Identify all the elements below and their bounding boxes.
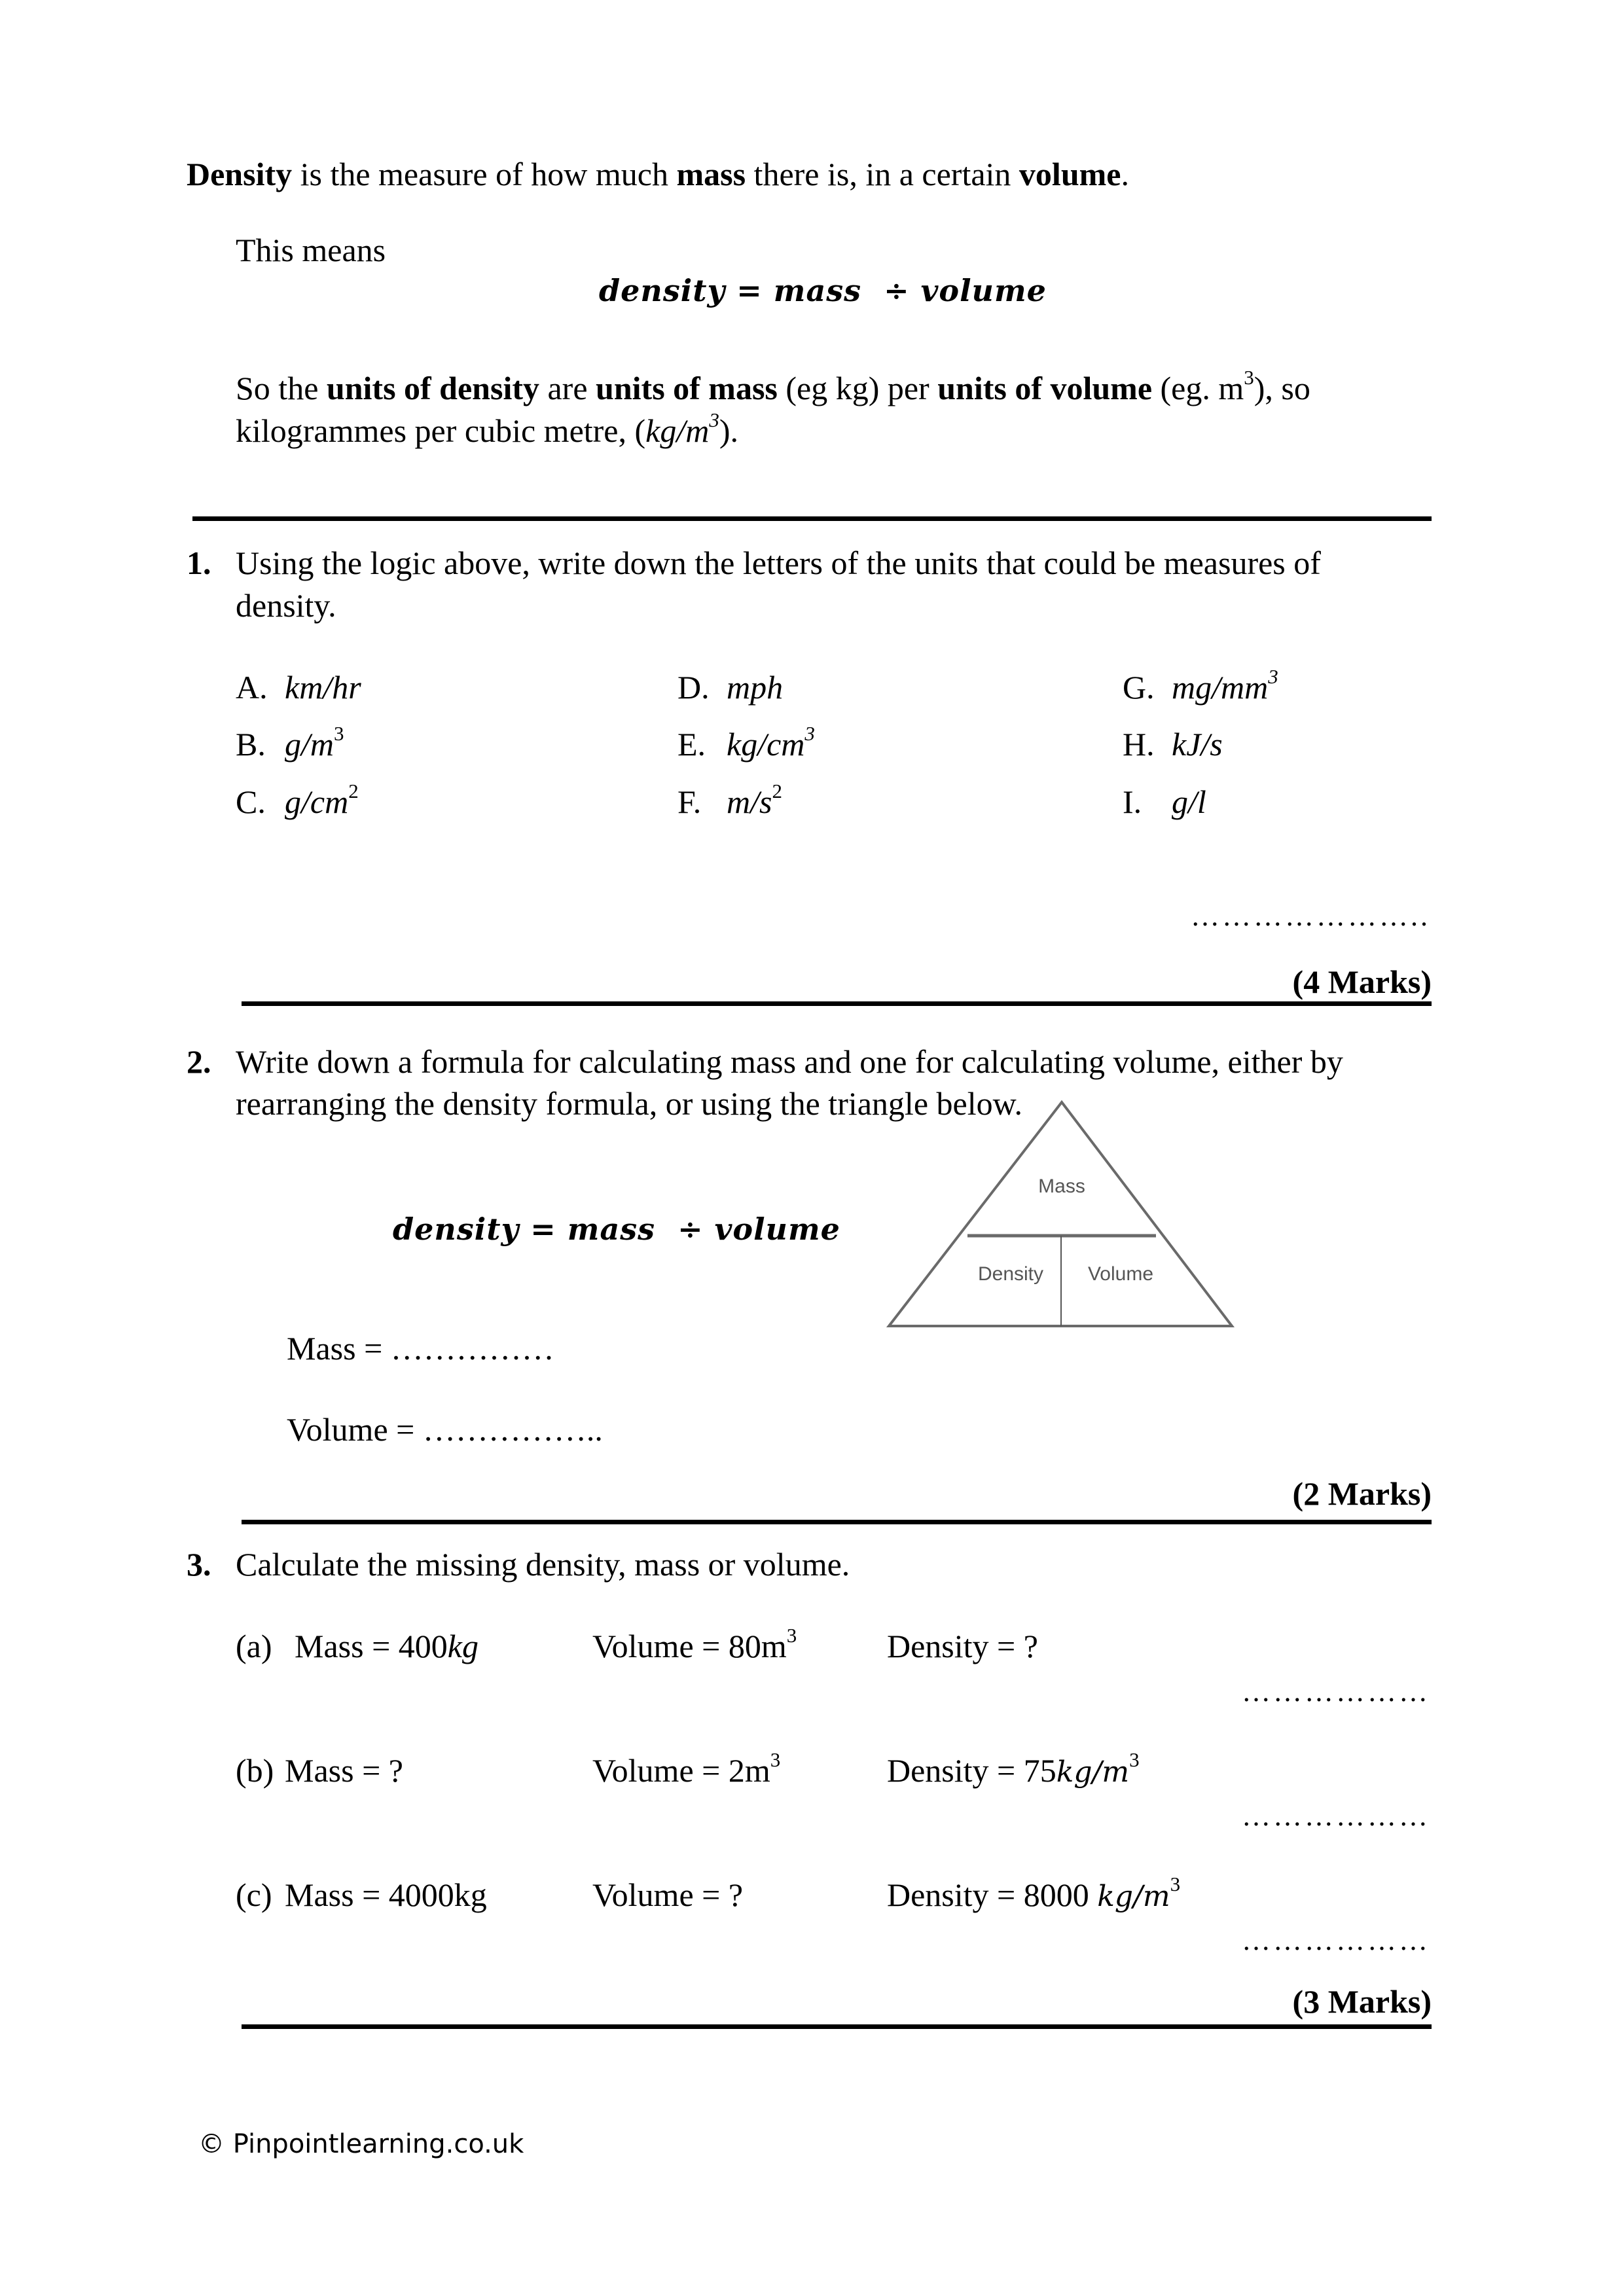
mass-value: Mass = ? (285, 1752, 403, 1789)
density-unit: kg/m (1097, 1880, 1170, 1913)
density-value: Density = 75 (887, 1752, 1056, 1789)
triangle-label-density: Density (977, 1263, 1044, 1285)
section-divider (242, 1520, 1432, 1524)
unit-option (1123, 664, 1278, 707)
unit-option (1123, 782, 1206, 821)
option-unit: g/cm (285, 783, 349, 820)
volume-value: Volume = ? (592, 1876, 744, 1913)
density-formula: density = mass ÷ volume (599, 273, 1047, 308)
answer-line[interactable]: ……………… (1242, 1800, 1430, 1832)
density-value: Density = ? (887, 1628, 1038, 1664)
question-3-number: 3. (187, 1546, 211, 1583)
option-unit: km/hr (285, 669, 361, 706)
question-2-number: 2. (187, 1043, 211, 1080)
option-unit: g/m (285, 726, 334, 762)
section-divider (242, 1001, 1432, 1006)
units-explanation-line2 (236, 408, 739, 450)
term-volume: volume (1019, 156, 1121, 192)
term-mass: mass (676, 156, 746, 192)
intro-text: there is, in a certain (746, 156, 1019, 192)
option-letter: C. (236, 783, 266, 820)
superscript: 3 (334, 721, 344, 745)
option-letter: F. (677, 783, 702, 820)
superscript: 3 (1129, 1748, 1140, 1771)
text: (eg kg) per (777, 370, 938, 406)
answer-line[interactable]: ………………….. (1191, 900, 1430, 932)
units-explanation-line1 (236, 365, 1310, 408)
part-mass (236, 1875, 487, 1914)
unit-option (236, 779, 359, 821)
volume-formula-answer (287, 1410, 603, 1449)
option-letter: H. (1123, 726, 1155, 762)
text: are (539, 370, 596, 406)
part-mass (236, 1626, 478, 1666)
question-1-text: Using the logic above, write down the letters of the units that could be measures of (236, 545, 1321, 581)
answer-line[interactable]: …………….. (422, 1411, 603, 1448)
unit-option (677, 668, 783, 707)
part-label: (c) (236, 1876, 272, 1913)
option-unit: mph (727, 669, 784, 706)
answer-line[interactable]: …………… (390, 1330, 554, 1367)
text: So the (236, 370, 327, 406)
option-letter: B. (236, 726, 266, 762)
option-unit: kJ/s (1172, 726, 1223, 762)
mass-formula-answer (287, 1329, 554, 1368)
density-unit: kg/m (1056, 1755, 1130, 1789)
question-1-text-cont: density. (236, 587, 336, 624)
formula-triangle (877, 1096, 1244, 1338)
intro-definition (187, 154, 1129, 194)
option-letter: A. (236, 669, 268, 706)
triangle-label-volume: Volume (1087, 1263, 1154, 1285)
term-units-of-density: units of density (326, 370, 539, 406)
answer-line[interactable]: ……………… (1242, 1676, 1430, 1708)
superscript: 3 (770, 1748, 781, 1771)
unit-option (677, 721, 815, 764)
mass-value: Mass = 400 (295, 1628, 448, 1664)
volume-label: Volume = (287, 1411, 423, 1448)
option-letter: I. (1123, 783, 1142, 820)
term-density: Density (187, 156, 293, 192)
text: (eg. m (1152, 370, 1244, 406)
volume-value: Volume = 2m (592, 1752, 770, 1789)
option-letter: D. (677, 669, 710, 706)
unit-option (1123, 725, 1223, 764)
superscript: 3 (709, 408, 719, 431)
option-letter: E. (677, 726, 706, 762)
text: ), so (1254, 370, 1310, 406)
question-2-text: Write down a formula for calculating mass and one for calculating volume, either by (236, 1043, 1343, 1080)
part-density (887, 1872, 1181, 1916)
superscript: 3 (804, 721, 815, 745)
term-units-of-volume: units of volume (937, 370, 1153, 406)
part-density (887, 1748, 1140, 1792)
option-unit: kg/cm (727, 726, 805, 762)
part-density (887, 1626, 1038, 1666)
superscript: 2 (348, 779, 359, 802)
density-value: Density = 8000 (887, 1876, 1098, 1913)
mass-unit: kg (447, 1628, 478, 1664)
text: ). (719, 412, 739, 449)
question-2-text-cont: rearranging the density formula, or using the triangle below. (236, 1085, 1022, 1122)
intro-text: is the measure of how much (292, 156, 677, 192)
question-1-number: 1. (187, 545, 211, 581)
unit-option (236, 721, 344, 764)
part-volume (592, 1623, 797, 1666)
intro-text: . (1121, 156, 1129, 192)
answer-line[interactable]: ……………… (1242, 1924, 1430, 1956)
option-unit: mg/mm (1172, 669, 1269, 706)
unit-option (677, 779, 782, 821)
superscript: 3 (786, 1623, 797, 1647)
superscript: 3 (1268, 664, 1278, 688)
question-3-text: Calculate the missing density, mass or volume. (236, 1546, 850, 1583)
marks-label: (3 Marks) (1292, 1983, 1432, 2020)
option-unit: g/l (1172, 783, 1206, 820)
marks-label: (2 Marks) (1292, 1475, 1432, 1512)
section-divider (242, 2024, 1432, 2029)
part-volume (592, 1875, 743, 1914)
part-mass (236, 1751, 403, 1790)
volume-value: Volume = 80m (592, 1628, 787, 1664)
triangle-label-mass: Mass (1038, 1175, 1085, 1197)
this-means-label: This means (236, 232, 386, 268)
section-divider (192, 516, 1432, 521)
unit-option (236, 668, 361, 707)
option-unit: m/s (727, 783, 772, 820)
option-letter: G. (1123, 669, 1155, 706)
part-label: (b) (236, 1752, 274, 1789)
term-units-of-mass: units of mass (596, 370, 778, 406)
text: kilogrammes per cubic metre, ( (236, 412, 646, 449)
marks-label: (4 Marks) (1292, 963, 1432, 1000)
mass-label: Mass = (287, 1330, 391, 1367)
mass-value: Mass = 4000kg (285, 1876, 487, 1913)
density-formula: density = mass ÷ volume (393, 1211, 840, 1247)
superscript: 3 (1170, 1872, 1181, 1895)
copyright-footer: © Pinpointlearning.co.uk (198, 2129, 524, 2159)
part-label: (a) (236, 1628, 272, 1664)
part-volume (592, 1748, 781, 1790)
superscript: 3 (1244, 365, 1254, 389)
unit-kg-per-m3: kg/m (645, 412, 710, 449)
superscript: 2 (772, 779, 782, 802)
